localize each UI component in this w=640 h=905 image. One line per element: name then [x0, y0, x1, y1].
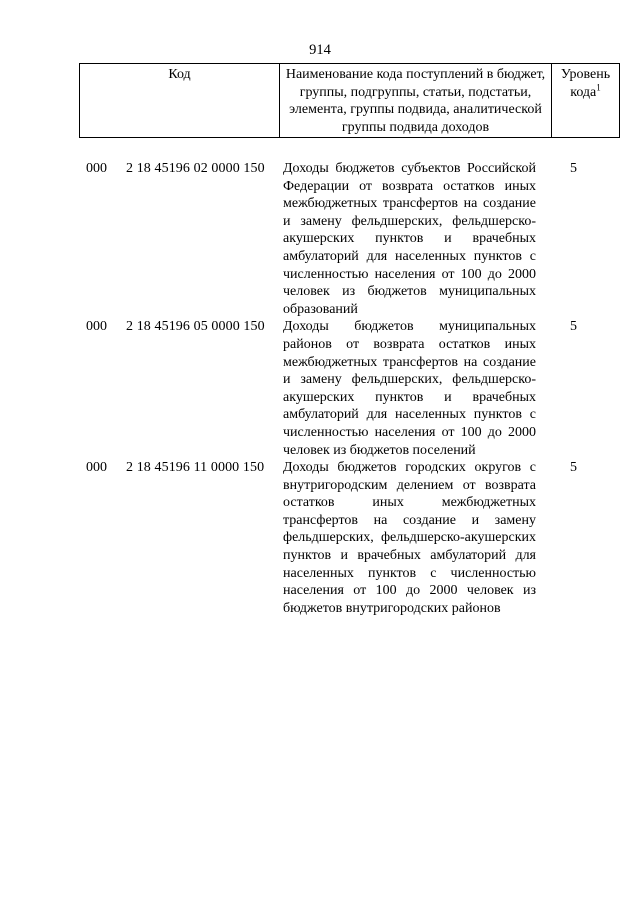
code-level: 5: [570, 161, 577, 176]
header-level-footnote: 1: [596, 81, 601, 92]
table-body: [0, 160, 640, 617]
income-name: Доходы бюджетов субъектов Российской Федерации от возврата остатков иных межбюджетных трансфертов на создание и замену фельдшерских, фельдшерско-акушерских пунктов и врачебных амбулаторий для населенных пунктов с численностью населения от 100 до 2000 человек из бюджетов муниципальных образований: [283, 161, 536, 317]
income-code: 2 18 45196 02 0000 150: [126, 161, 265, 176]
header-level: [552, 64, 620, 138]
table-row: [0, 160, 640, 318]
header-name: Наименование кода поступлений в бюджет, группы, подгруппы, статьи, подстатьи, элемента, группы подвида, аналитической группы подвида доходов: [280, 64, 552, 138]
admin-code: 000: [86, 161, 107, 176]
code-level: 5: [570, 460, 577, 476]
income-code: 2 18 45196 05 0000 150: [126, 319, 265, 335]
table-header: [79, 63, 620, 138]
admin-code: 000: [86, 319, 107, 335]
income-name: Доходы бюджетов городских округов с внутригородским делением от возврата остатков иных межбюджетных трансфертов на создание и замену фельдшерских, фельдшерско-акушерских пунктов и врачебных амбулаторий для населенных пунктов с численностью населения от 100 до 2000 человек из бюджетов внутригородских районов: [283, 460, 536, 616]
table-row: [0, 318, 640, 459]
admin-code: 000: [86, 460, 107, 476]
code-level: 5: [570, 319, 577, 335]
table-row: [0, 459, 640, 617]
header-level-label: Уровень кода: [560, 67, 611, 100]
income-name: Доходы бюджетов муниципальных районов от возврата остатков иных межбюджетных трансфертов на создание и замену фельдшерских, фельдшерско-акушерских пунктов и врачебных амбулаторий для населенных пунктов с численностью населения от 100 до 2000 человек из бюджетов поселений: [283, 319, 536, 458]
page-number: 914: [309, 42, 331, 58]
income-code: 2 18 45196 11 0000 150: [126, 460, 265, 476]
header-code: Код: [80, 64, 280, 138]
